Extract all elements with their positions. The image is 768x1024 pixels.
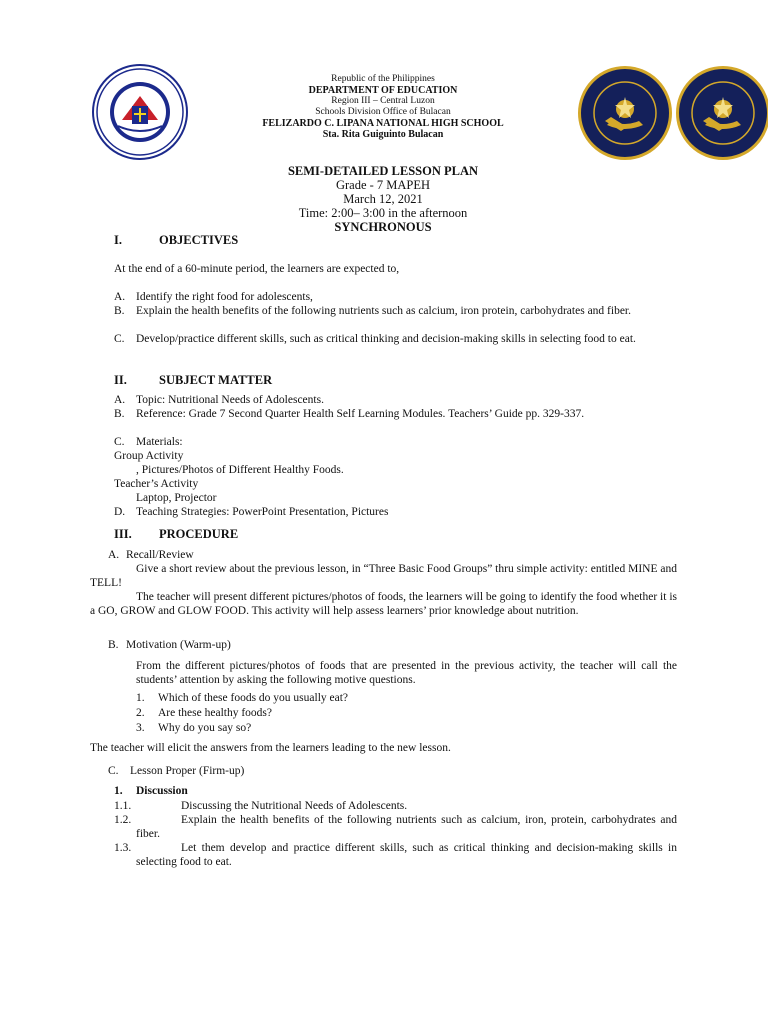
subject-topic: Topic: Nutritional Needs of Adolescents. xyxy=(136,394,324,406)
discussion-1-1-label: 1.1. xyxy=(114,800,132,812)
subject-b-label: B. xyxy=(114,408,125,420)
objective-c-label: C. xyxy=(114,333,125,345)
group-activity-items: , Pictures/Photos of Different Healthy Foods. xyxy=(136,464,344,476)
discussion-label: 1. xyxy=(114,785,123,797)
grade-line: Grade - 7 MAPEH xyxy=(335,178,431,192)
discussion-1-1-text: Discussing the Nutritional Needs of Adolescents. xyxy=(181,800,408,812)
school-seal-left xyxy=(578,66,672,160)
question-2-label: 2. xyxy=(136,707,145,719)
school-address: Sta. Rita Guiguinto Bulacan xyxy=(322,129,444,140)
deped-seal-graphic xyxy=(94,66,186,158)
procedure-c-label: C. xyxy=(108,765,119,777)
teacher-activity-label: Teacher’s Activity xyxy=(114,478,199,490)
republic-line: Republic of the Philippines xyxy=(331,74,435,84)
objectives-intro: At the end of a 60-minute period, the learners are expected to, xyxy=(114,263,400,275)
recall-paragraph-1: Give a short review about the previous lesson, in “Three Basic Food Groups” thru simple activity: entitled MINE and TELL! xyxy=(90,563,677,589)
recall-paragraph-2: The teacher will present different pictures/photos of foods, the learners will be going to identify the food whether it is a GO, GROW and GLOW FOOD. This activity will help assess learners’ prior knowledge about nutrition. xyxy=(90,591,677,617)
discussion-1-3-label: 1.3. xyxy=(114,842,132,854)
title-block xyxy=(200,164,566,234)
deped-seal xyxy=(92,64,188,160)
objective-a-label: A. xyxy=(114,291,126,303)
time-line: Time: 2:00– 3:00 in the afternoon xyxy=(298,206,468,220)
date-line: March 12, 2021 xyxy=(343,192,423,206)
objective-a-text: Identify the right food for adolescents, xyxy=(136,291,313,303)
school-seal-left-graphic xyxy=(581,69,669,157)
question-1-text: Which of these foods do you usually eat? xyxy=(158,692,349,704)
elicit-sentence: The teacher will elicit the answers from the learners leading to the new lesson. xyxy=(90,742,451,754)
section-3-heading: PROCEDURE xyxy=(159,527,239,541)
question-3-text: Why do you say so? xyxy=(158,722,252,734)
section-1-number: I. xyxy=(114,233,122,247)
question-3-label: 3. xyxy=(136,722,145,734)
school-name: FELIZARDO C. LIPANA NATIONAL HIGH SCHOOL xyxy=(262,118,504,129)
procedure-b-heading: Motivation (Warm-up) xyxy=(126,639,231,651)
objective-c-text: Develop/practice different skills, such as critical thinking and decision-making skills in selecting food to eat. xyxy=(136,333,636,345)
division-line: Schools Division Office of Bulacan xyxy=(315,107,451,117)
teacher-activity-items: Laptop, Projector xyxy=(136,492,217,504)
letterhead xyxy=(200,74,566,140)
procedure-c-heading: Lesson Proper (Firm-up) xyxy=(130,765,245,777)
objective-b-label: B. xyxy=(114,305,125,317)
section-1-heading: OBJECTIVES xyxy=(159,233,239,247)
department-line: DEPARTMENT OF EDUCATION xyxy=(308,85,458,96)
subject-a-label: A. xyxy=(114,394,126,406)
section-3-number: III. xyxy=(114,527,132,541)
procedure-b-label: B. xyxy=(108,639,119,651)
discussion-heading: Discussion xyxy=(136,785,188,797)
school-seal-right-graphic xyxy=(679,69,767,157)
doc-title: SEMI-DETAILED LESSON PLAN xyxy=(287,164,479,178)
question-2-text: Are these healthy foods? xyxy=(158,707,273,719)
motivation-paragraph: From the different pictures/photos of foods that are presented in the previous activity, the teacher will call the students’ attention by asking the following motive questions. xyxy=(136,660,677,686)
discussion-1-2-label: 1.2. xyxy=(114,814,132,826)
subject-c-label: C. xyxy=(114,436,125,448)
school-seal-right xyxy=(676,66,768,160)
discussion-1-2-text: Explain the health benefits of the following nutrients such as calcium, iron, protein, carbohydrates and fiber. xyxy=(136,814,677,840)
subject-strategies: Teaching Strategies: PowerPoint Presentation, Pictures xyxy=(136,506,389,518)
discussion-1-3-text: Let them develop and practice different skills, such as critical thinking and decision-making skills in selecting food to eat. xyxy=(136,842,677,868)
section-2-number: II. xyxy=(114,373,127,387)
mode-line: SYNCHRONOUS xyxy=(334,220,432,234)
subject-materials: Materials: xyxy=(136,436,183,448)
subject-reference: Reference: Grade 7 Second Quarter Health Self Learning Modules. Teachers’ Guide pp. 329-337. xyxy=(136,408,585,420)
objective-b-text: Explain the health benefits of the following nutrients such as calcium, iron protein, carbohydrates and fiber. xyxy=(136,305,631,317)
procedure-a-label: A. xyxy=(108,549,120,561)
region-line: Region III – Central Luzon xyxy=(331,96,435,106)
subject-d-label: D. xyxy=(114,506,126,518)
procedure-a-heading: Recall/Review xyxy=(126,549,194,561)
question-1-label: 1. xyxy=(136,692,145,704)
section-2-heading: SUBJECT MATTER xyxy=(159,373,273,387)
group-activity-label: Group Activity xyxy=(114,450,184,462)
